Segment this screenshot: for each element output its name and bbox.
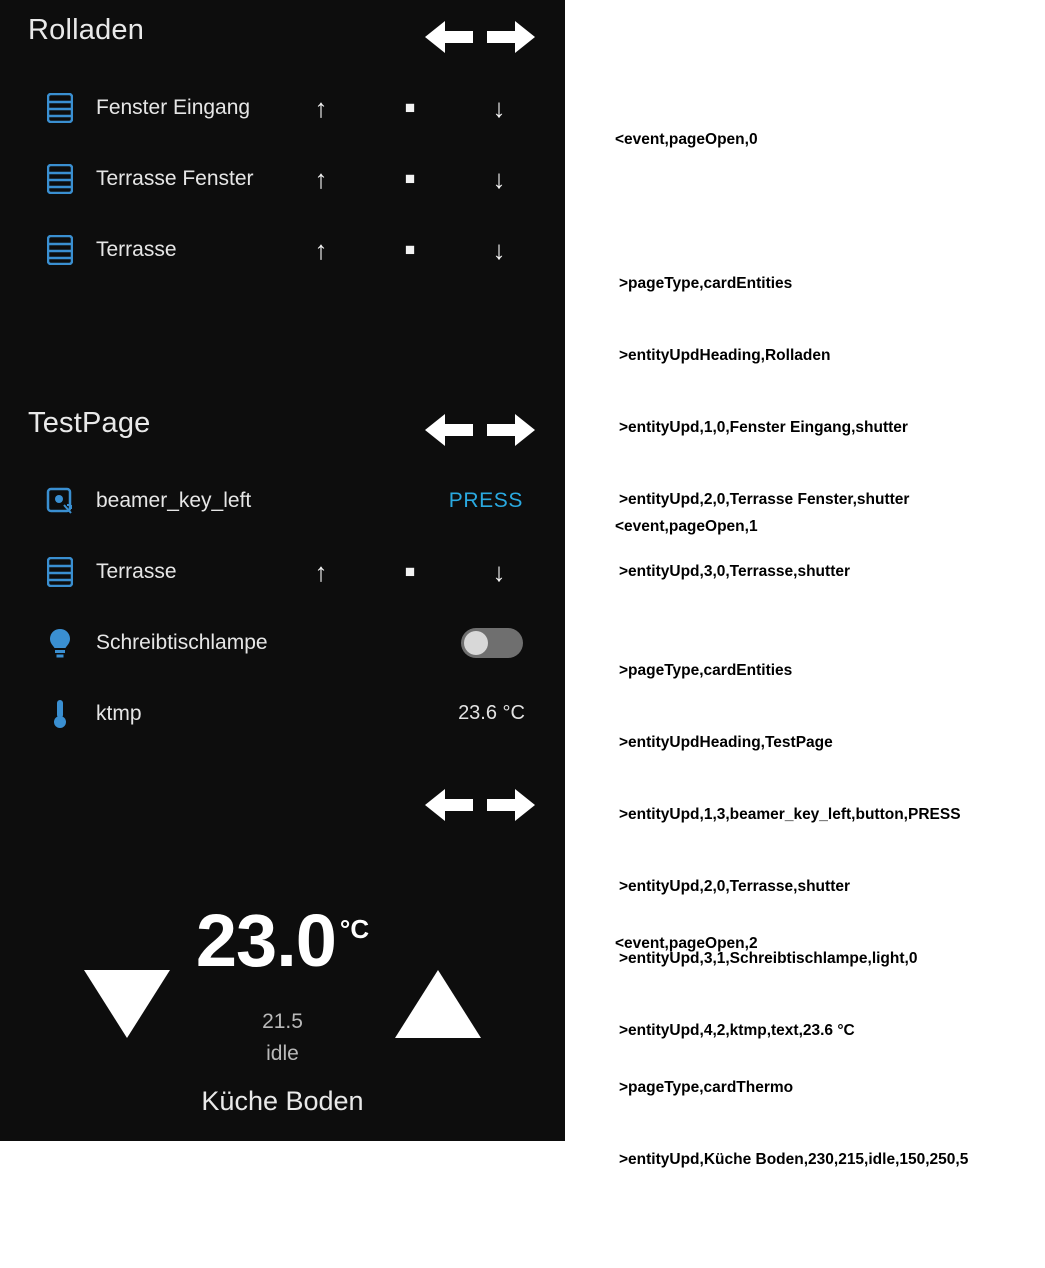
shutter-controls bbox=[295, 556, 525, 587]
serial-log-panel bbox=[565, 0, 1045, 1168]
shutter-down-button[interactable]: ↓ bbox=[492, 163, 506, 194]
log-line: >pageType,cardEntities bbox=[619, 275, 793, 292]
target-temperature: 21.5 bbox=[262, 1010, 303, 1033]
shutter-icon bbox=[36, 164, 84, 194]
entity-label: Terrasse Fenster bbox=[96, 166, 254, 190]
log-line: >pageType,cardEntities bbox=[619, 662, 793, 679]
log-event-line: <event,pageOpen,1 bbox=[615, 518, 758, 535]
arrow-right-icon[interactable] bbox=[485, 16, 537, 58]
page-title: TestPage bbox=[28, 407, 151, 439]
shutter-down-button[interactable]: ↓ bbox=[492, 92, 506, 123]
card-entities-rolladen bbox=[0, 0, 565, 390]
thermometer-icon bbox=[36, 698, 84, 730]
status-badge: idle bbox=[266, 1042, 299, 1065]
list-item[interactable] bbox=[0, 72, 565, 143]
current-temperature bbox=[0, 898, 565, 983]
shutter-stop-button[interactable]: ■ bbox=[404, 169, 416, 188]
list-item[interactable] bbox=[0, 465, 565, 536]
log-line: >entityUpd,3,1,Schreibtischlampe,light,0 bbox=[619, 950, 918, 967]
entity-rows bbox=[0, 72, 565, 285]
log-line: >entityUpd,Küche Boden,230,215,idle,150,250,5 bbox=[619, 1151, 969, 1168]
entity-label: beamer_key_left bbox=[96, 488, 252, 512]
arrow-right-icon[interactable] bbox=[485, 409, 537, 451]
arrow-left-icon[interactable] bbox=[423, 409, 475, 451]
shutter-up-button[interactable]: ↑ bbox=[314, 163, 328, 194]
card-header bbox=[0, 768, 565, 840]
log-line: >entityUpd,2,0,Terrasse,shutter bbox=[619, 878, 851, 895]
shutter-stop-button[interactable]: ■ bbox=[404, 98, 416, 117]
entity-rows bbox=[0, 465, 565, 749]
shutter-icon bbox=[36, 235, 84, 265]
log-line: >entityUpd,4,2,ktmp,text,23.6 °C bbox=[619, 1022, 855, 1039]
entity-label: Fenster Eingang bbox=[96, 95, 251, 119]
arrow-left-icon[interactable] bbox=[423, 16, 475, 58]
list-item[interactable] bbox=[0, 143, 565, 214]
page-title: Rolladen bbox=[28, 14, 145, 46]
shutter-stop-button[interactable]: ■ bbox=[404, 240, 416, 259]
list-item[interactable] bbox=[0, 607, 565, 678]
card-navigation bbox=[423, 16, 543, 58]
entity-label: ktmp bbox=[96, 701, 142, 725]
shutter-controls bbox=[295, 92, 525, 123]
card-navigation bbox=[423, 409, 543, 451]
shutter-stop-button[interactable]: ■ bbox=[404, 562, 416, 581]
log-line: >entityUpdHeading,Rolladen bbox=[619, 347, 831, 364]
log-block bbox=[615, 884, 968, 1268]
log-event-line: <event,pageOpen,2 bbox=[615, 935, 758, 952]
entity-value: 23.6 °C bbox=[458, 702, 525, 724]
press-button[interactable]: PRESS bbox=[448, 488, 523, 512]
log-line: >entityUpd,2,0,Terrasse Fenster,shutter bbox=[619, 491, 910, 508]
shutter-controls bbox=[295, 163, 525, 194]
temperature-unit: °C bbox=[339, 914, 370, 944]
arrow-left-icon[interactable] bbox=[423, 784, 475, 826]
shutter-up-button[interactable]: ↑ bbox=[314, 92, 328, 123]
entity-label: Terrasse bbox=[96, 559, 177, 583]
log-line: >pageType,cardThermo bbox=[619, 1079, 794, 1096]
card-entities-testpage bbox=[0, 393, 565, 768]
list-item[interactable] bbox=[0, 214, 565, 285]
shutter-up-button[interactable]: ↑ bbox=[314, 234, 328, 265]
arrow-right-icon[interactable] bbox=[485, 784, 537, 826]
shutter-down-button[interactable]: ↓ bbox=[492, 556, 506, 587]
list-item[interactable] bbox=[0, 536, 565, 607]
log-event-line: <event,pageOpen,0 bbox=[615, 131, 758, 148]
button-icon bbox=[36, 486, 84, 516]
shutter-controls bbox=[295, 234, 525, 265]
bulb-icon bbox=[36, 627, 84, 659]
current-temperature-value: 23.0 bbox=[195, 899, 336, 982]
list-item[interactable] bbox=[0, 678, 565, 749]
toggle-knob bbox=[464, 631, 488, 655]
log-lines bbox=[619, 1028, 968, 1220]
log-line: >entityUpd,1,3,beamer_key_left,button,PRESS bbox=[619, 806, 961, 823]
card-header bbox=[0, 393, 565, 465]
light-toggle[interactable] bbox=[461, 628, 523, 658]
log-line: >entityUpd,3,0,Terrasse,shutter bbox=[619, 563, 851, 580]
shutter-up-button[interactable]: ↑ bbox=[314, 556, 328, 587]
device-display-panel bbox=[0, 0, 565, 1141]
entity-label: Schreibtischlampe bbox=[96, 630, 268, 654]
shutter-down-button[interactable]: ↓ bbox=[492, 234, 506, 265]
shutter-icon bbox=[36, 93, 84, 123]
card-navigation bbox=[423, 784, 543, 826]
log-line: >entityUpd,1,0,Fenster Eingang,shutter bbox=[619, 419, 908, 436]
shutter-icon bbox=[36, 557, 84, 587]
card-thermo bbox=[0, 768, 565, 1141]
thermostat-name: Küche Boden bbox=[201, 1086, 364, 1116]
entity-label: Terrasse bbox=[96, 237, 177, 261]
log-line: >entityUpdHeading,TestPage bbox=[619, 734, 833, 751]
card-header bbox=[0, 0, 565, 72]
